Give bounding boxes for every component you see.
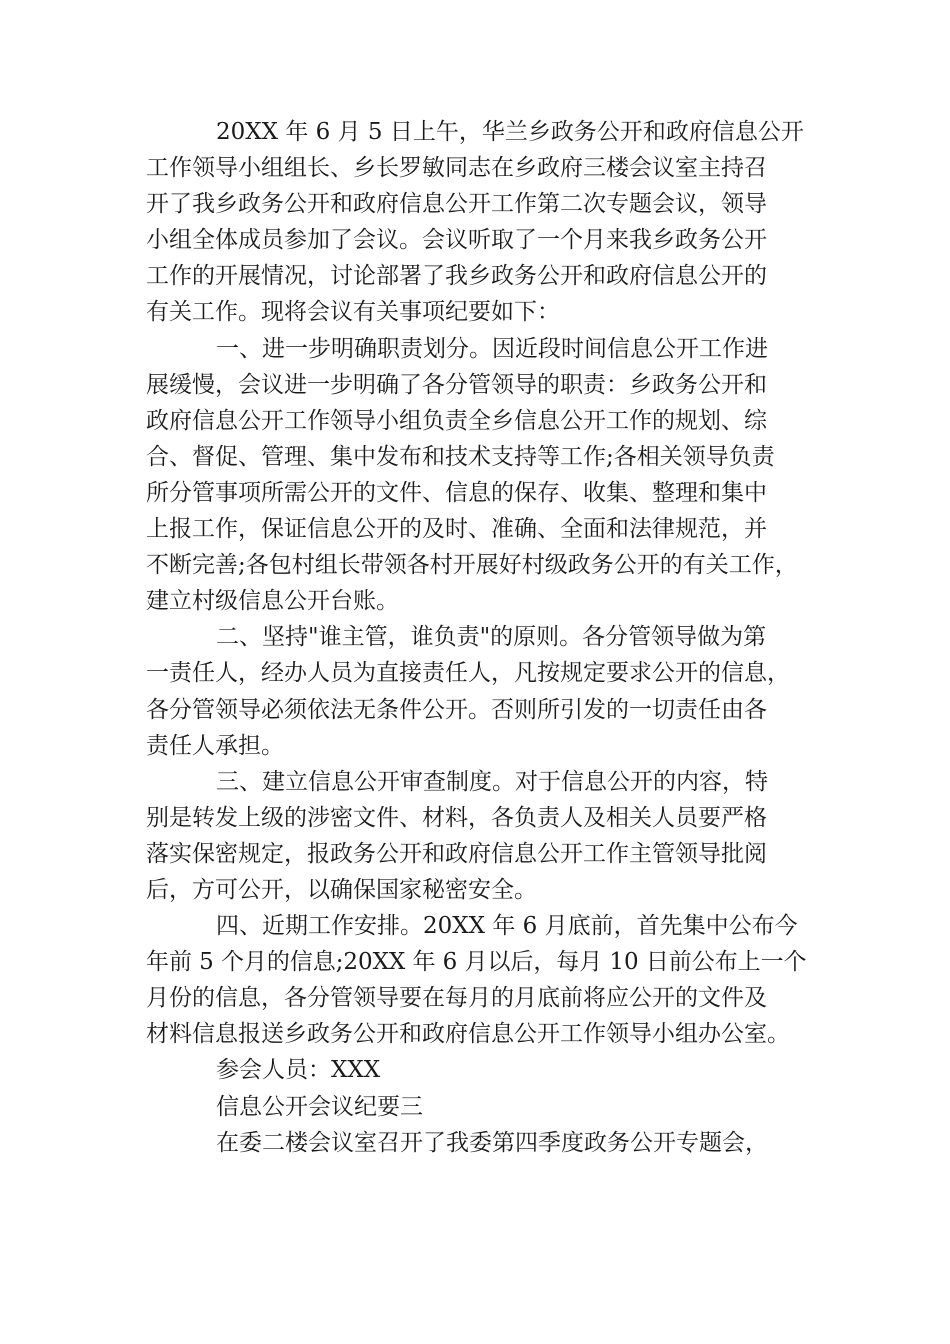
text-line: 三、建立信息公开审查制度。对于信息公开的内容，特	[216, 768, 768, 795]
text-line: 合、督促、管理、集中发布和技术支持等工作;各相关领导负责	[146, 443, 775, 470]
text-line: 后，方可公开，以确保国家秘密安全。	[146, 876, 537, 903]
text-line: 所分管事项所需公开的文件、信息的保存、收集、整理和集中	[146, 479, 767, 506]
text-line: 别是转发上级的涉密文件、材料，各负责人及相关人员要严格	[146, 804, 767, 831]
text-line: 开了我乡政务公开和政府信息公开工作第二次专题会议，领导	[146, 191, 767, 218]
text-line: 展缓慢，会议进一步明确了各分管领导的职责：乡政务公开和	[146, 371, 767, 398]
text-line: 二、坚持"谁主管，谁负责"的原则。各分管领导做为第	[216, 624, 767, 651]
text-line: 月份的信息，各分管领导要在每月的月底前将应公开的文件及	[146, 985, 767, 1012]
text-line: 四、近期工作安排。20XX 年 6 月底前，首先集中公布今	[216, 913, 798, 940]
text-line: 一责任人，经办人员为直接责任人，凡按规定要求公开的信息，	[146, 660, 790, 687]
text-line: 上报工作，保证信息公开的及时、准确、全面和法律规范，并	[146, 516, 767, 543]
text-line: 20XX 年 6 月 5 日上午，华兰乡政务公开和政府信息公开	[216, 119, 804, 145]
text-line: 不断完善;各包村组长带领各村开展好村级政务公开的有关工作，	[146, 552, 798, 579]
text-line: 年前 5 个月的信息;20XX 年 6 月以后，每月 10 日前公布上一个	[146, 949, 807, 976]
text-line: 信息公开会议纪要三	[216, 1093, 423, 1120]
text-line: 材料信息报送乡政务公开和政府信息公开工作领导小组办公室。	[146, 1021, 790, 1048]
text-line: 落实保密规定，报政务公开和政府信息公开工作主管领导批阅	[146, 840, 767, 867]
text-line: 有关工作。现将会议有关事项纪要如下：	[146, 299, 560, 326]
text-line: 工作的开展情况，讨论部署了我乡政务公开和政府信息公开的	[146, 263, 767, 290]
text-line: 各分管领导必须依法无条件公开。否则所引发的一切责任由各	[146, 696, 767, 723]
text-line: 工作领导小组组长、乡长罗敏同志在乡政府三楼会议室主持召	[146, 155, 767, 182]
text-line: 建立村级信息公开台账。	[146, 588, 399, 615]
text-line: 一、进一步明确职责划分。因近段时间信息公开工作进	[216, 335, 768, 362]
text-line: 小组全体成员参加了会议。会议听取了一个月来我乡政务公开	[146, 227, 767, 254]
text-line: 在委二楼会议室召开了我委第四季度政务公开专题会，	[216, 1129, 768, 1156]
text-line: 参会人员：XXX	[216, 1057, 381, 1084]
text-line: 政府信息公开工作领导小组负责全乡信息公开工作的规划、综	[146, 407, 767, 434]
document-body	[146, 114, 806, 1161]
text-line: 责任人承担。	[146, 732, 284, 759]
